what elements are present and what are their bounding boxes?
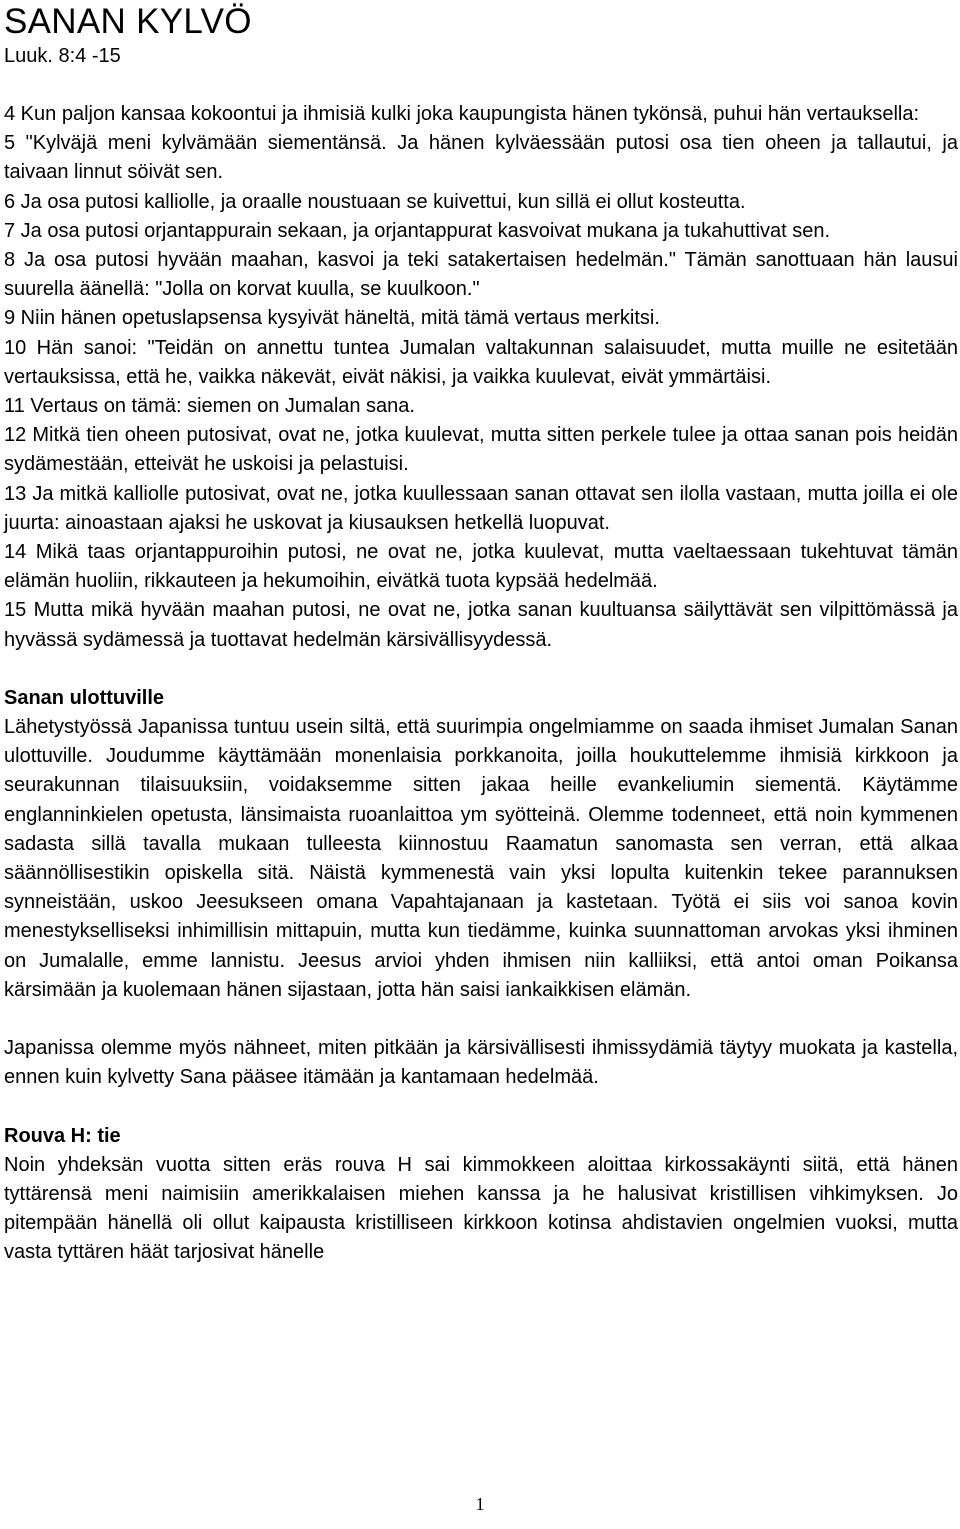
- section-rouva-h-tie: [4, 1122, 958, 1268]
- verse-4: 4 Kun paljon kansaa kokoontui ja ihmisiä kulki joka kaupungista hänen tykönsä, puhui hän vertauksella:: [4, 103, 920, 125]
- verse-9: 9 Niin hänen opetuslapsensa kysyivät häneltä, mitä tämä vertaus merkitsi.: [4, 307, 660, 330]
- section-paragraph: Lähetystyössä Japanissa tuntuu usein siltä, että suurimpia ongelmiamme on saada ihmiset Jumalan Sanan ulottuville. Joudumme käyttämään monenlaisia porkkanoita, joilla houkuttelemme ihmisiä kirkkoon ja seurakunnan tilaisuuksiin, voidaksemme sitten jakaa heille evankeliumin siementä. Käytämme englanninkielen opetusta, länsimaista ruoanlaittoa ym syötteinä. Olemme todenneet, että noin kymmenen sadasta sillä tavalla mukaan tulleesta kiinnostuu Raamatun sanomasta sen verran, että alkaa säännöllisestikin opiskella sitä. Näistä kymmenestä vain yksi lopulta kuitenkin tekee parannuksen synneistään, uskoo Jeesukseen omana Vapahtajanaan ja kastetaan. Työtä ei siis voi sanoa kovin menestykselliseksi inhimillisin mittapuin, mutta kun tiedämme, kuinka suunnattoman arvokas yksi ihminen on Jumalalle, emme lannistu. Jeesus arvioi yhden ihmisen niin kalliiksi, että antoi oman Poikansa kärsimään ja kuolemaan hänen sijastaan, jotta hän saisi iankaikkisen elämän.: [4, 716, 958, 1001]
- verse-14: 14 Mikä taas orjantappuroihin putosi, ne ovat ne, jotka kuulevat, mutta vaeltaessaan tukehtuvat tämän elämän huoliin, rikkauteen ja hekumoihin, eivätkä tuota kypsää hedelmää.: [4, 541, 958, 593]
- section-heading: Rouva H: tie: [4, 1124, 121, 1147]
- section-paragraph: Japanissa olemme myös nähneet, miten pitkään ja kärsivällisesti ihmissydämiä täytyy muokata ja kastella, ennen kuin kylvetty Sana pääsee itämään ja kantamaan hedelmää.: [4, 1037, 958, 1089]
- verse-12: 12 Mitkä tien oheen putosivat, ovat ne, jotka kuulevat, mutta sitten perkele tulee ja ottaa sanan pois heidän sydämestään, etteivät he uskoisi ja pelastuisi.: [4, 424, 958, 476]
- verse-13: 13 Ja mitkä kalliolle putosivat, ovat ne, jotka kuullessaan sanan ottavat sen ilolla vastaan, mutta joilla ei ole juurta: ainoastaan ajaksi he uskovat ja kiusauksen hetkellä luopuvat.: [4, 482, 958, 534]
- page-number: 1: [475, 1494, 485, 1514]
- verse-11: 11 Vertaus on tämä: siemen on Jumalan sana.: [4, 395, 415, 418]
- verse-8: 8 Ja osa putosi hyvään maahan, kasvoi ja teki satakertaisen hedelmän." Tämän sanottuaan hän lausui suurella äänellä: "Jolla on korvat kuulla, se kuulkoon.": [4, 249, 958, 301]
- verse-7: 7 Ja osa putosi orjantappurain sekaan, ja orjantappurat kasvoivat mukana ja tukahuttivat sen.: [4, 219, 831, 242]
- verse-10: 10 Hän sanoi: "Teidän on annettu tuntea Jumalan valtakunnan salaisuudet, mutta muille ne esitetään vertauksissa, että he, vaikka näkevät, eivät näkisi, ja vaikka kuulevat, eivät ymmärtäisi.: [4, 336, 958, 388]
- document-title: SANAN KYLVÖ: [4, 2, 252, 41]
- section-sanan-ulottuville: [4, 684, 958, 1093]
- scripture-reference: Luuk. 8:4 -15: [4, 45, 121, 67]
- verse-5: 5 "Kylväjä meni kylvämään siementänsä. Ja hänen kylväessään putosi osa tien oheen ja tallautui, ja taivaan linnut söivät sen.: [4, 132, 958, 184]
- verses-block: [4, 100, 958, 655]
- section-heading: Sanan ulottuville: [4, 686, 165, 709]
- verse-6: 6 Ja osa putosi kalliolle, ja oraalle noustuaan se kuivettui, kun sillä ei ollut kosteutta.: [4, 190, 746, 213]
- document-page: [4, 0, 958, 1268]
- section-paragraph: Noin yhdeksän vuotta sitten eräs rouva H sai kimmokkeen aloittaa kirkossakäynti siitä, että hänen tyttärensä meni naimisiin amerikkalaisen miehen kanssa ja he halusivat kristillisen vihkimyksen. Jo pitempään hänellä oli ollut kaipausta kristilliseen kirkkoon kotinsa ahdistavien ongelmien vuoksi, mutta vasta tyttären häät tarjosivat hänelle: [4, 1153, 958, 1264]
- verse-15: 15 Mutta mikä hyvään maahan putosi, ne ovat ne, jotka sanan kuultuansa säilyttävät sen vilpittömässä ja hyvässä sydämessä ja tuottavat hedelmän kärsivällisyydessä.: [4, 599, 958, 651]
